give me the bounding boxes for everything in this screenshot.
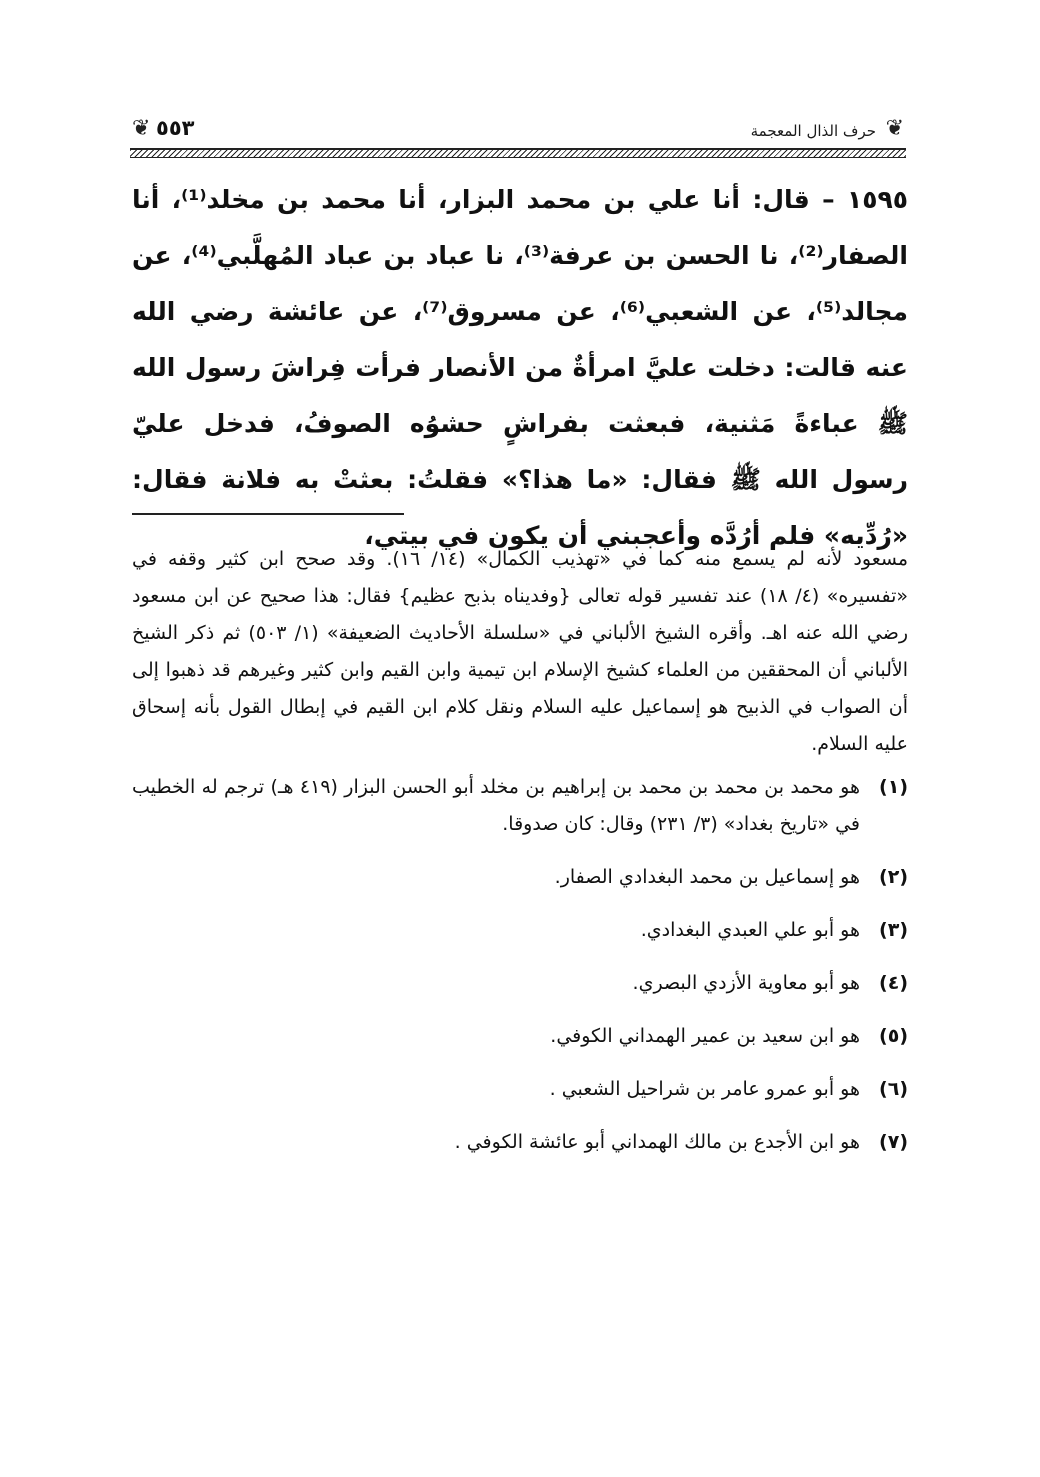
footnote-item bbox=[132, 1124, 908, 1161]
footnote-item bbox=[132, 859, 908, 896]
footnote-list bbox=[132, 769, 908, 1161]
footnote-number: (٢) bbox=[879, 866, 908, 888]
footnote-text: هو محمد بن محمد بن محمد بن إبراهيم بن مخلد أبو الحسن البزار (٤١٩ هـ) ترجم له الخطيب في «تاريخ بغداد» (٣/ ٢٣١) وقال: كان صدوقا. bbox=[132, 776, 861, 835]
ornament-icon: ❦ bbox=[885, 116, 904, 141]
footnote-item bbox=[132, 769, 908, 843]
footnote-text: هو أبو علي العبدي البغدادي. bbox=[640, 919, 860, 941]
footnote-number: (٥) bbox=[879, 1025, 908, 1047]
footnote-number: (٤) bbox=[879, 972, 908, 994]
header-rule bbox=[130, 148, 906, 158]
footnote-item bbox=[132, 1071, 908, 1108]
footnote-text: هو ابن الأجدع بن مالك الهمداني أبو عائشة الكوفي . bbox=[454, 1131, 860, 1153]
running-header bbox=[130, 112, 906, 156]
footnote-continuation: مسعود لأنه لم يسمع منه كما في «تهذيب الكمال» (١٤/ ١٦). وقد صحح ابن كثير وقفه في «تفسيره» (٤/ ١٨) عند تفسير قوله تعالى {وفديناه بذبح عظيم} فقال: هذا صحيح عن ابن مسعود رضي الله عنه اهـ. وأقره الشيخ الألباني في «سلسلة الأحاديث الضعيفة» (١/ ٥٠٣) ثم ذكر الشيخ الألباني أن المحققين من العلماء كشيخ الإسلام ابن تيمية وابن القيم وابن كثير وغيرهم قد ذهبوا إلى أن الصواب في الذبيح هو إسماعيل عليه السلام ونقل كلام ابن القيم في إبطال القول بأنه إسحاق عليه السلام. bbox=[132, 548, 908, 755]
footnote-number: (٧) bbox=[879, 1131, 908, 1153]
footnote-number: (٣) bbox=[879, 919, 908, 941]
footnote-separator bbox=[132, 513, 404, 515]
footnote-number: (٦) bbox=[879, 1078, 908, 1100]
chapter-title: حرف الذال المعجمة bbox=[750, 122, 876, 140]
footnote-text: هو أبو عمرو عامر بن شراحيل الشعبي . bbox=[549, 1078, 860, 1100]
footnotes bbox=[132, 541, 908, 1161]
ornament-icon: ❦ bbox=[132, 116, 151, 141]
footnote-text: هو أبو معاوية الأزدي البصري. bbox=[632, 972, 860, 994]
hadith-paragraph: ١٥٩٥ – قال: أنا علي بن محمد البزار، أنا محمد بن مخلد⁽¹⁾، أنا الصفار⁽²⁾، نا الحسن بن عرفة⁽³⁾، نا عباد بن عباد المُهلَّبي⁽⁴⁾، عن مجالد⁽⁵⁾، عن الشعبي⁽⁶⁾، عن مسروق⁽⁷⁾، عن عائشة رضي الله عنه قالت: دخلت عليَّ امرأةٌ من الأنصار فرأت فِراشَ رسول الله ﷺ عباءةً مَثنية، فبعثت بفراشٍ حشوُه الصوفُ، فدخل عليّ رسول الله ﷺ فقال: «ما هذا؟» فقلتُ: بعثتْ به فلانة فقال: «رُدِّيه» فلم أرُدَّه وأعجبني أن يكون في بيتي، bbox=[132, 185, 908, 550]
footnote-text: هو إسماعيل بن محمد البغدادي الصفار. bbox=[554, 866, 860, 888]
footnote-text: هو ابن سعيد بن عمير الهمداني الكوفي. bbox=[550, 1025, 860, 1047]
footnote-item bbox=[132, 912, 908, 949]
footnote-item bbox=[132, 965, 908, 1002]
page-number: ٥٥٣ bbox=[156, 116, 195, 140]
footnote-number: (١) bbox=[879, 776, 908, 798]
footnote-item bbox=[132, 1018, 908, 1055]
